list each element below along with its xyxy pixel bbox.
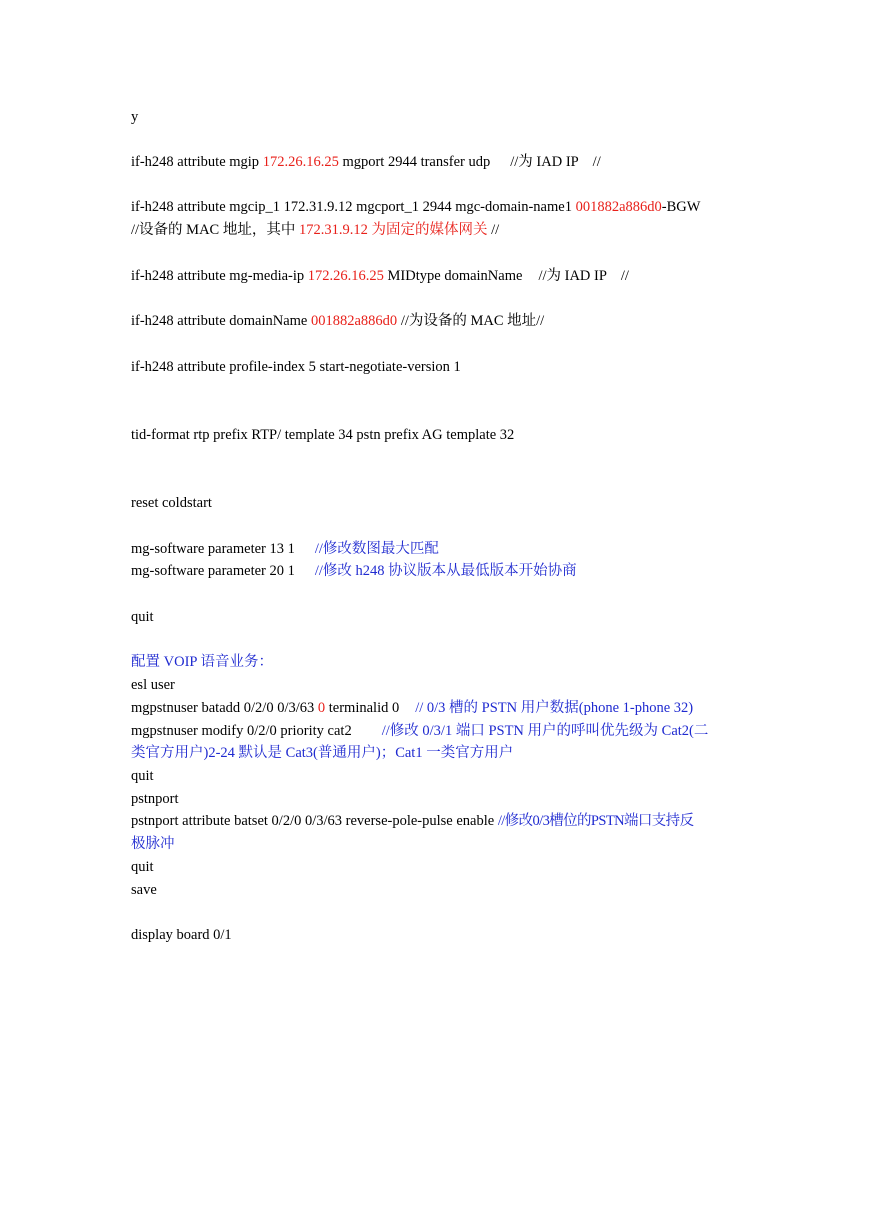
ip-highlight: 172.26.16.25 (262, 154, 339, 170)
line-mgcip (131, 198, 700, 216)
line-profile-index (131, 358, 461, 376)
line-modify-comment-cont (131, 744, 513, 762)
comment: 类官方用户)2-24 默认是 Cat3(普通用户)；Cat1 一类官方用户 (131, 745, 514, 761)
line-tid-format (131, 426, 514, 444)
comment: 极脉冲 (131, 836, 175, 852)
command-text: save (131, 882, 157, 898)
heading-text: 配置 VOIP 语音业务： (131, 654, 274, 670)
line-esl-user (131, 676, 175, 694)
command-text: -BGW (661, 199, 701, 215)
command-text: pstnport (131, 791, 179, 807)
section-heading (131, 653, 273, 671)
ip-highlight: 172.31.9.12 为固定的媒体网关 (298, 222, 488, 238)
command-text: mg-software parameter 13 1 (131, 541, 295, 557)
command-text: quit (131, 859, 154, 875)
comment: //为设备的 MAC 地址// (397, 313, 545, 329)
line-quit-3 (131, 858, 154, 876)
line-batadd (131, 699, 693, 717)
text: y (131, 109, 139, 125)
line-domain-name (131, 312, 544, 330)
ip-highlight: 172.26.16.25 (307, 268, 384, 284)
comment: //修改0/3槽位的PSTN端口支持反 (497, 813, 694, 829)
line-mg-software-13 (131, 540, 439, 558)
line-quit-2 (131, 767, 154, 785)
command-text: mg-software parameter 20 1 (131, 563, 295, 579)
command-text: MIDtype domainName (383, 268, 523, 284)
command-text: if-h248 attribute profile-index 5 start-negotiate-version 1 (131, 359, 461, 375)
mac-highlight: 001882a886d0 (575, 199, 662, 215)
comment: //修改 0/3/1 端口 PSTN 用户的呼叫优先级为 Cat2(二 (381, 723, 709, 739)
command-text: esl user (131, 677, 175, 693)
comment: //设备的 MAC 地址，其中 (131, 222, 299, 238)
line-media-ip (131, 267, 629, 285)
line-batset-comment-cont (131, 835, 175, 853)
command-text: mgport 2944 transfer udp (338, 154, 491, 170)
comment: //为 IAD IP // (510, 154, 601, 170)
line-mgip (131, 153, 601, 171)
command-text: quit (131, 609, 154, 625)
command-text: mgpstnuser modify 0/2/0 priority cat2 (131, 723, 352, 739)
command-text: tid-format rtp prefix RTP/ template 34 pstn prefix AG template 32 (131, 427, 515, 443)
value-highlight: 0 (317, 700, 326, 716)
line-quit-1 (131, 608, 154, 626)
mac-highlight: 001882a886d0 (311, 313, 398, 329)
command-text: if-h248 attribute mg-media-ip (131, 268, 308, 284)
line-batset (131, 812, 693, 830)
command-text: pstnport attribute batset 0/2/0 0/3/63 reverse-pole-pulse enable (131, 813, 498, 829)
line-modify (131, 722, 708, 740)
command-text: if-h248 attribute mgcip_1 172.31.9.12 mgcport_1 2944 mgc-domain-name1 (131, 199, 576, 215)
command-text: reset coldstart (131, 495, 212, 511)
comment: //为 IAD IP // (538, 268, 629, 284)
command-text: quit (131, 768, 154, 784)
line-mgcip-comment (131, 221, 499, 239)
line-save (131, 881, 157, 899)
line-display-board (131, 926, 232, 944)
comment: // (487, 222, 500, 238)
command-text: if-h248 attribute domainName (131, 313, 311, 329)
command-text: terminalid 0 (325, 700, 400, 716)
line-mg-software-20 (131, 562, 577, 580)
line-pstnport (131, 790, 179, 808)
comment: // 0/3 槽的 PSTN 用户数据(phone 1-phone 32) (415, 700, 694, 716)
command-text: display board 0/1 (131, 927, 232, 943)
line-reset (131, 494, 212, 512)
line-y (131, 108, 138, 126)
comment: //修改 h248 协议版本从最低版本开始协商 (314, 563, 577, 579)
command-text: if-h248 attribute mgip (131, 154, 263, 170)
command-text: mgpstnuser batadd 0/2/0 0/3/63 (131, 700, 318, 716)
comment: //修改数图最大匹配 (314, 541, 439, 557)
